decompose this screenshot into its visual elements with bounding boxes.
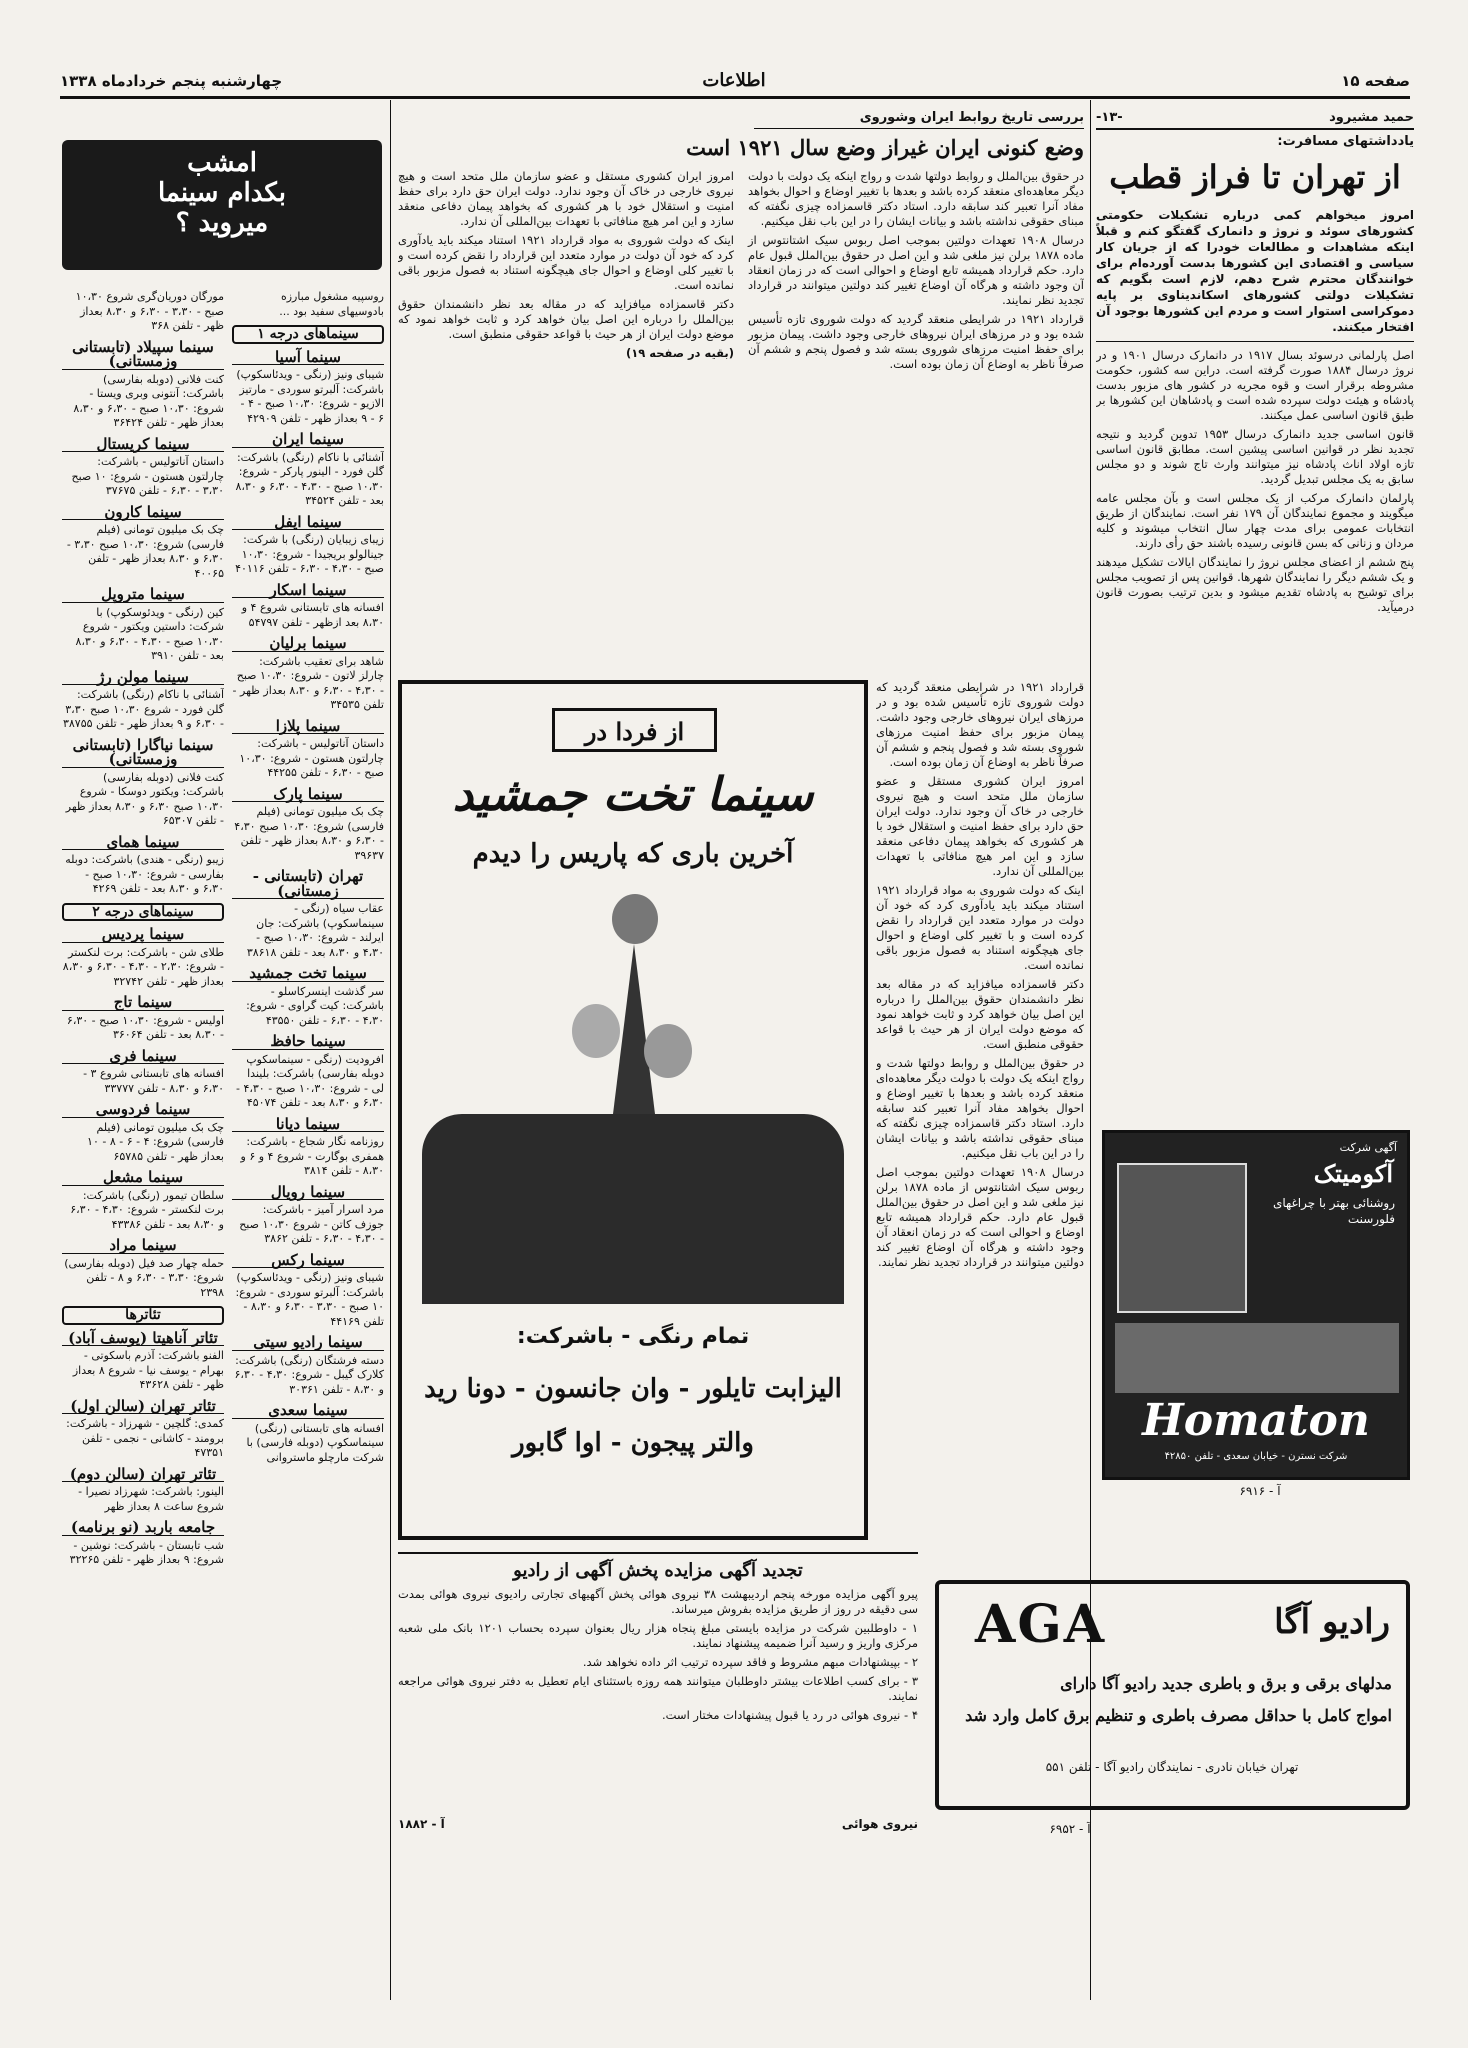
cinema-name: سینما رادیو سیتی: [232, 1335, 384, 1351]
memoir-paragraph: پنج ششم از اعضای مجلس نروژ را نمایندگان ایالات تشکیل میدهند و یک ششم دیگر را نمایندگان شهرها. قوانین پس از تصویب مجلس برای توشیح به پادشاه تقدیم میشود و بدین ترتیب بصورت قانون درمیآید.: [1096, 555, 1414, 614]
homaton-top-line: آگهی شرکت: [1339, 1141, 1397, 1154]
movie-color-note: تمام رنگی - باشرکت:: [516, 1324, 750, 1349]
cinema-name: تئاترها: [62, 1306, 224, 1325]
history-paragraph: امروز ایران کشوری مستقل و عضو سازمان ملل متحد است و هیچ نیروی خارجی در خاک آن وجود ندارد. دولت ایران حق دارد برای حفظ امنیت و استقلال خود با هر کشوری که بخواهد پیمان دفاعی منعقد سازد و این امر هیچ منافاتی با تعهدات بین‌المللی آن ندارد.: [876, 774, 1084, 878]
cinema-name: سینما همای: [62, 835, 224, 851]
cinema-name: تئاتر آناهیتا (یوسف آباد): [62, 1331, 224, 1347]
actress-face-photo: [644, 1024, 692, 1078]
cinema-name: سینما رویال: [232, 1185, 384, 1201]
listings-right: [232, 290, 384, 1890]
cinema-name: جامعه باربد (نو برنامه): [62, 1520, 224, 1536]
cinema-listing: [232, 869, 384, 960]
cinema-showtimes: کنت فلانی (دوبله بفارسی) باشرکت: ویکتور دوسکا - شروع ۱۰،۳۰ صبح ۶،۳۰ و ۸،۳۰ بعداز ظهر - تلفن ۶۵۳۰۷: [65, 770, 224, 827]
cinema-listing: [62, 995, 224, 1043]
cinema-name: سینما پلازا: [232, 719, 384, 735]
aga-code: آ - ۶۹۵۲: [1049, 1822, 1091, 1836]
cinema-listing: [62, 832, 224, 897]
cinema-showtimes: روزنامه نگار شجاع - باشرکت: همفری بوگارت - شروع ۴ و ۶ و ۸،۳۰ - تلفن ۳۸۱۴: [240, 1135, 384, 1177]
history-paragraph: دکتر قاسمزاده میافزاید که در مقاله بعد نظر دانشمندان حقوق بین‌الملل را درباره این اصل بیان خواهد کرد و ثابت خواهد نمود که موضع دولت ایران از هر حیث با قواعد حقوقی منطبق است.: [398, 297, 734, 341]
cinema-listing: [62, 502, 224, 582]
history-paragraph: اینک که دولت شوروی به مواد قرارداد ۱۹۲۱ استناد میکند باید یادآوری کرد که خود آن دولت در موارد متعدد این قرارداد را نقض کرده است و با تغییر کلی اوضاع و احوال جای هیچگونه استناد به فصول مزبور باقی نمانده است.: [876, 883, 1084, 972]
cinema-name: سینما ایفل: [232, 515, 384, 531]
auction-paragraph: ۱ - داوطلبین شرکت در مزایده بایستی مبلغ پنجاه هزار ریال بعنوان سپرده بحساب ۱۲۰۱ بانک ملی شعبه مرکزی واریز و رسید آنرا ضمیمه پیشنهاد نمایند.: [398, 1621, 918, 1650]
banner-line3: میروید ؟: [175, 208, 269, 238]
cinema-name: سینما فردوسی: [62, 1102, 224, 1118]
cinema-listing: [62, 587, 224, 664]
cinema-listing: [232, 1335, 384, 1397]
auction-signature: نیروی هوائی: [841, 1817, 918, 1831]
cinema-listing: [232, 636, 384, 713]
cinema-name: سینما مشعل: [62, 1170, 224, 1186]
cinema-showtimes: افسانه های تابستانی (رنگی) سینماسکوپ (دوبله فارسی) با شرکت مارچلو ماستروانی: [246, 1421, 384, 1464]
cinema-name: سینما فری: [62, 1049, 224, 1065]
aga-line1: مدلهای برقی و برق و باطری جدید رادیو آگا دارای: [1060, 1674, 1392, 1693]
cinema-showtimes: الفنو باشرکت: آذرم باسکوتی - بهرام - یوسف نیا - شروع ۸ بعداز ظهر - تلفن ۴۳۶۲۸: [72, 1349, 224, 1391]
auction-paragraph: ۲ - بپیشنهادات مبهم مشروط و فاقد سپرده ترتیب اثر داده نخواهد شد.: [582, 1655, 918, 1669]
cinema-listing: [232, 347, 384, 427]
aga-brand: AGA: [975, 1594, 1107, 1655]
cinema-name: سینما کارون: [62, 505, 224, 521]
history-paragraph: درسال ۱۹۰۸ تعهدات دولتین بموجب اصل ربوس سیک اشتانتوس از ماده ۱۸۷۸ برلن نیز ملغی شد و این اصل در حقوق بین‌الملل قبول عام دارد. حکم قرارداد همیشه تابع اوضاع و احوالی است که در زمان انعقاد آن وجود داشته و هرگاه آن اوضاع تغییر کند دولتین میتوانند در قرارداد تجدید نظر نمایند.: [748, 233, 1084, 307]
memoir-lead: امروز میخواهم کمی درباره تشکیلات حکومتی کشورهای سوئد و نروژ و دانمارک گفتگو کنم و قبلاً اینکه مشاهدات و مطالعات خودرا که از جریان کار سیاسی و اقتصادی این کشورها بدست آورده‌ام برای خوانندگان محترم شرح دهم، لازم است بگویم که تشکیلات دولتی کشورهای اسکاندیناوی بر پایه دموکراسی استوار است و مردم این کشورها بوجود آن افتخار میکنند.: [1096, 207, 1414, 342]
homaton-address: شرکت نسترن - خیابان سعدی - تلفن ۴۲۸۵۰: [1164, 1451, 1348, 1462]
cinema-listing: [232, 290, 384, 319]
memoir-article: [1096, 110, 1414, 1120]
page-label: صفحه ۱۵: [1341, 72, 1410, 90]
cinema-showtimes: شب تابستان - باشرکت: نوشین - شروع: ۹ بعداز ظهر - تلفن ۳۲۲۶۵: [69, 1538, 224, 1566]
cinema-name: سینما پارک: [232, 787, 384, 803]
actor-face-photo: [612, 894, 658, 944]
cinema-listing: [232, 1182, 384, 1247]
cinema-listing: [62, 927, 224, 989]
movie-artwork: [422, 894, 844, 1304]
cinema-name: سینما برلیان: [232, 636, 384, 652]
movie-cast-line2: والتر پیجون - اوا گابور: [512, 1428, 754, 1458]
cinema-name: سینما رکس: [232, 1253, 384, 1269]
cinema-showtimes: مرد اسرار آمیز - باشرکت: جوزف کاتن - شروع ۱۰،۳۰ صبح - ۴،۳۰ - ۶،۳۰ - تلفن ۳۸۶۲: [239, 1203, 384, 1245]
history-paragraph: در حقوق بین‌الملل و روابط دولتها شدت و رواج اینکه یک دولت با دولت دیگر معاهده‌ای منعقد کرده باشد و بعدها با تغییر اوضاع و احوال بخواهد مفاد آنرا تعبیر کند سابقه دارد. استاد دکتر قاسمزاده چیزی نگفته که مبنای حقوقی نداشته باشد و بیانات ایشان را در این باب نقل میکنیم.: [876, 1056, 1084, 1160]
cinema-name: سینما حافظ: [232, 1034, 384, 1050]
movie-ad: [398, 680, 868, 1540]
cinema-listing: [62, 1520, 224, 1568]
cinema-name: سینما تاج: [62, 995, 224, 1011]
cinema-name: سینما کریستال: [62, 437, 224, 453]
aga-address: تهران خیابان نادری - نمایندگان رادیو آگا - تلفن ۵۵۱: [1045, 1760, 1299, 1774]
cinema-listing: [62, 1170, 224, 1232]
movie-cinema: سینما تخت جمشید: [452, 767, 814, 821]
cinema-listing: [62, 667, 224, 732]
cinema-banner: [62, 140, 382, 270]
lamp-photo: [1117, 1163, 1247, 1313]
cinema-showtimes: داستان آناتولیس - باشرکت: چارلتون هستون - شروع: ۱۰،۳۰ صبح - ۶،۳۰ - تلفن ۴۴۲۵۵: [239, 737, 384, 779]
cinema-name: سینما پردیس: [62, 927, 224, 943]
cinema-showtimes: چک بک میلیون تومانی (فیلم فارسی) شروع: ۱۰،۳۰ صبح ۴،۳۰ - ۶،۳۰ و ۸،۳۰ بعداز ظهر - تلفن ۳۹۶۳۷: [234, 805, 384, 862]
cinema-name: سینما آسیا: [232, 350, 384, 366]
cinema-showtimes: اولیس - شروع: ۱۰،۳۰ صبح - ۶،۳۰ - ۸،۳۰ بعد - تلفن ۳۶۰۶۴: [66, 1013, 224, 1041]
column-divider-left: [390, 100, 391, 2000]
cinema-showtimes: شاهد برای تعقیب باشرکت: چارلز لاتون - شروع: ۱۰،۳۰ صبح - ۴،۳۰ - ۶،۳۰ و ۸،۳۰ بعداز ظهر - تلفن ۳۴۵۳۵: [232, 654, 384, 711]
movie-from-date: از فردا در: [552, 708, 717, 752]
history-series: بررسی تاریخ روابط ایران وشوروی: [754, 110, 1084, 129]
memoir-series: یادداشتهای مسافرت:: [1277, 134, 1414, 149]
couple-photo: [422, 1114, 844, 1304]
homaton-slogan: روشنائی بهتر با چراغهای فلورسنت: [1272, 1196, 1395, 1226]
cinema-name: تهران (تابستانی - زمستانی): [232, 869, 384, 899]
cinema-showtimes: سلطان تیمور (رنگی) باشرکت: برت لنکستر - شروع: ۴،۳۰ - ۶،۳۰ و ۸،۳۰ بعد - تلفن ۴۳۳۸۶: [70, 1188, 224, 1231]
homaton-brand: Homaton: [1142, 1395, 1370, 1446]
cinema-showtimes: الینور: باشرکت: شهرزاد نصیرا - شروع ساعت ۸ بعداز ظهر: [78, 1485, 224, 1513]
cinema-showtimes: کمدی: گلچین - شهرزاد - باشرکت: برومند - کاشانی - نجمی - تلفن ۴۷۳۵۱: [66, 1417, 224, 1459]
banner-line2: بکدام سینما: [157, 178, 287, 208]
cinema-showtimes: عقاب سیاه (رنگی - سینماسکوپ) باشرکت: جان ایرلند - شروع: ۱۰،۳۰ صبح - ۴،۳۰ و ۸،۳۰ بعد - تلفن ۳۸۶۱۸: [246, 902, 384, 959]
aga-ad: [935, 1580, 1410, 1810]
cinema-listing: [232, 966, 384, 1028]
cinema-name: سینماهای درجه ۲: [62, 903, 224, 922]
movie-title: آخرین باری که پاریس را دیدم: [472, 839, 794, 869]
cinema-listing: [232, 432, 384, 509]
cinema-listing: [62, 1102, 224, 1164]
cinema-name: تئاتر تهران (سالن دوم): [62, 1467, 224, 1483]
cinema-name: سینما سعدی: [232, 1403, 384, 1419]
auction-code: آ - ۱۸۸۲: [398, 1817, 445, 1831]
cinema-showtimes: شیبای ونیز (رنگی - ویدئاسکوپ) باشرکت: آلبرتو سوردی - مارتیز الازیو - شروع: ۱۰،۳۰ صبح - ۴ - ۶ - ۹ بعداز ظهر - تلفن ۴۲۹۰۹: [236, 368, 384, 425]
cinema-showtimes: حمله چهار صد فیل (دوبله بفارسی) شروع: ۳،۳۰ - ۶،۳۰ و ۸ - تلفن ۲۳۹۸: [64, 1256, 224, 1299]
cinema-listing: [62, 1306, 224, 1325]
cinema-name: سینما متروپل: [62, 587, 224, 603]
cinema-listing: [62, 1396, 224, 1461]
cinema-listing: [232, 716, 384, 781]
cinema-name: سینما ایران: [232, 432, 384, 448]
cinema-name: سینما دیانا: [232, 1117, 384, 1133]
cinema-name: تئاتر تهران (سالن اول): [62, 1399, 224, 1415]
cinema-showtimes: شیبای ونیز (رنگی - ویدئاسکوپ) باشرکت: آلبرتو سوردی - شروع: ۱۰ صبح - ۳،۳۰ - ۶،۳۰ و ۸،۳۰ - تلفن ۴۴۱۶۹: [235, 1271, 384, 1328]
actress-face-photo: [572, 1004, 620, 1058]
cinema-showtimes: افرودیت (رنگی - سینماسکوپ دوبله بفارسی) باشرکت: بلیندا لی - شروع: ۱۰،۳۰ صبح - ۴،۳۰ - ۶،۳۰ و ۸،۳۰ بعد - تلفن ۴۵۰۷۴: [235, 1052, 384, 1109]
cinema-name: سینما تخت جمشید: [232, 966, 384, 982]
history-continuation: [876, 680, 1084, 1540]
history-continued: (بقیه در صفحه ۱۹): [625, 346, 734, 360]
cinema-showtimes: مورگان دوریان‌گری شروع ۱۰،۳۰ صبح - ۳،۳۰ - ۶،۳۰ و ۸،۳۰ بعداز ظهر - تلفن ۳۶۸: [75, 290, 224, 332]
memoir-part: -۱۳-: [1096, 110, 1123, 125]
cinema-name: سینما اسکار: [232, 583, 384, 599]
cinema-listing: [62, 903, 224, 922]
cinema-listing: [232, 1403, 384, 1465]
cinema-listing: [62, 1238, 224, 1300]
issue-date: چهارشنبه پنجم خردادماه ۱۳۳۸: [60, 72, 283, 90]
memoir-paragraph: اصل پارلمانی درسوئد بسال ۱۹۱۷ در دانمارک درسال ۱۹۰۱ و در نروژ درسال ۱۸۸۴ صورت گرفته است. دراین سه کشور، حکومت مشروطه برقرار است و قوه مجریه در کشور های مزبور بدست پادشاه و هیئت دولت سپرده شده است و پادشاهان این کشورها بر طبق قانون اساسی عمل میکنند.: [1096, 348, 1414, 422]
history-body: [398, 169, 1084, 659]
homaton-brand-fa: آکومیتک: [1313, 1159, 1393, 1188]
cinema-showtimes: دسته فرشتگان (رنگی) باشرکت: کلارک گیبل - شروع: ۴،۳۰ - ۶،۳۰ و ۸،۳۰ - تلفن ۳۰۳۶۱: [234, 1353, 384, 1396]
homaton-code: آ - ۶۹۱۶: [1239, 1484, 1281, 1498]
paper-name: اطلاعات: [702, 70, 766, 91]
auction-paragraph: پیرو آگهی مزایده مورخه پنجم اردیبهشت ۳۸ نیروی هوائی پخش آگهیهای تجارتی رادیوی نیروی هوائی بمدت سی دقیقه در روز از طریق مزایده بفروش میرساند.: [398, 1587, 918, 1616]
cinema-name: سینما نیاگارا (تابستانی وزمستانی): [62, 738, 224, 768]
cinema-name: سینما مولن رژ: [62, 670, 224, 686]
cinema-showtimes: چک بک میلیون تومانی (فیلم فارسی) شروع: ۴ - ۶ - ۸ - ۱۰ بعداز ظهر - تلفن ۶۵۷۸۵: [87, 1120, 224, 1163]
history-title: وضع کنونی ایران غیراز وضع سال ۱۹۲۱ است: [686, 135, 1084, 160]
auction-title: تجدید آگهی مزایده پخش آگهی از رادیو: [513, 1560, 803, 1581]
cinema-listing: [62, 337, 224, 431]
cinema-showtimes: روسپیه مشغول مبارزه بادوسیهای سفید بود ...: [279, 290, 384, 318]
cinema-listing: [232, 1114, 384, 1179]
history-paragraph: قرارداد ۱۹۲۱ در شرایطی منعقد گردید که دولت شوروی تازه تأسیس شده بود و در مرزهای ایران نیروهای خارجی وجود داشت. پیمان مزبور برای حفظ امنیت مرزهای شوروی بسته شد و فصول پنجم و ششم آن صرفاً ناظر به اوضاع آن زمان بوده است.: [748, 312, 1084, 371]
history-paragraph: امروز ایران کشوری مستقل و عضو سازمان ملل متحد است و هیچ نیروی خارجی در خاک آن وجود ندارد. دولت ایران حق دارد برای حفظ امنیت و استقلال خود با هر کشوری که بخواهد پیمان دفاعی منعقد سازد و این امر هیچ منافاتی با تعهدات بین‌المللی آن ندارد.: [398, 169, 734, 228]
cinema-showtimes: زیبای زیبایان (رنگی) با شرکت: جینالولو بریجیدا - شروع: ۱۰،۳۰ صبح - ۴،۳۰ - ۶،۳۰ - تلفن ۴۰۱۱۶: [235, 533, 384, 575]
history-paragraph: قرارداد ۱۹۲۱ در شرایطی منعقد گردید که دولت شوروی تازه تأسیس شده بود و در مرزهای ایران نیروهای خارجی وجود داشت. پیمان مزبور برای حفظ امنیت مرزهای شوروی بسته شد و فصول پنجم و ششم آن صرفاً ناظر به اوضاع آن زمان بوده است.: [876, 680, 1084, 769]
history-article: [398, 110, 1084, 670]
cinema-name: سینما مراد: [62, 1238, 224, 1254]
ceiling-photo: [1115, 1323, 1399, 1393]
memoir-paragraph: قانون اساسی جدید دانمارک درسال ۱۹۵۳ تدوین گردید و نتیجه تجدید نظر در قوانین اساسی پیشین است. مطابق قانون اساسی تازه اولاد اناث پادشاه نیز میتوانند وارث تاج شوند و دو مجلس سابق به یک مجلس تبدیل گردید.: [1096, 427, 1414, 486]
cinema-showtimes: داستان آناتولیس - باشرکت: چارلتون هستون - شروع: ۱۰ صبح ۳،۳۰ - ۶،۳۰ - تلفن ۳۷۶۷۵: [71, 455, 224, 497]
cinema-listing: [62, 1464, 224, 1515]
cinema-listing: [232, 580, 384, 631]
memoir-author: حمید مشیرود: [1329, 110, 1414, 125]
cinema-showtimes: سر گذشت اینسرکاسلو - باشرکت: کیت گراوی - شروع: ۴،۳۰ - ۶،۳۰ - تلفن ۴۳۵۵۰: [246, 984, 384, 1027]
auction-paragraph: ۳ - برای کسب اطلاعات بیشتر داوطلبان میتوانند همه روزه باستثنای ایام تعطیل به دفتر نیروی هوائی مراجعه نمایند.: [398, 1674, 918, 1703]
auction-paragraph: ۴ - نیروی هوائی در رد یا قبول پیشنهادات مختار است.: [661, 1708, 918, 1722]
banner-line1: امشب: [187, 148, 257, 178]
masthead-rule: [60, 96, 1410, 99]
cinema-listing: [232, 1034, 384, 1111]
cinema-name: سینماهای درجه ۱: [232, 325, 384, 344]
movie-cast-line1: الیزابت تایلور - وان جانسون - دونا رید: [424, 1374, 842, 1404]
cinema-listing: [232, 1250, 384, 1330]
cinema-showtimes: افسانه های تابستانی شروع ۴ و ۸،۳۰ بعد ازظهر - تلفن ۵۴۷۹۷: [241, 601, 384, 629]
cinema-showtimes: طلای شن - باشرکت: برت لنکستر - شروع: ۲،۳۰ - ۴،۳۰ - ۶،۳۰ و ۸،۳۰ بعداز ظهر - تلفن ۳۲۷۴۲: [62, 945, 224, 988]
aga-line2: امواج کامل با حداقل مصرف باطری و تنظیم برق کامل وارد شد: [965, 1706, 1392, 1725]
history-paragraph: دکتر قاسمزاده میافزاید که در مقاله بعد نظر دانشمندان حقوق بین‌الملل را درباره این اصل بیان خواهد کرد و ثابت خواهد نمود که موضع دولت ایران از هر حیث با قواعد حقوقی منطبق است.: [876, 977, 1084, 1051]
cinema-showtimes: افسانه های تابستانی شروع ۳ - ۶،۳۰ و ۸،۳۰ - تلفن ۳۳۷۷۷: [83, 1067, 224, 1095]
cinema-showtimes: کین (رنگی - ویدئوسکوپ) با شرکت: داستین ویکتور - شروع ۱۰،۳۰ صبح - ۴،۳۰ - ۶،۳۰ و ۸،۳۰ بعد - تلفن ۳۹۱۰: [75, 605, 224, 662]
memoir-body: [1096, 348, 1414, 708]
masthead: [0, 0, 1468, 100]
history-paragraph: در حقوق بین‌الملل و روابط دولتها شدت و رواج اینکه یک دولت با دولت دیگر معاهده‌ای منعقد کرده باشد و بعدها با تغییر اوضاع و احوال بخواهد مفاد آنرا تعبیر کند سابقه دارد. استاد دکتر قاسمزاده چیزی نگفته که مبنای حقوقی نداشته باشد و بیانات ایشان را در این باب نقل میکنیم.: [748, 169, 1084, 228]
cinema-showtimes: کنت فلانی (دوبله بفارسی) باشرکت: آنتونی وبری ویستا - شروع: ۱۰،۳۰ صبح - ۶،۳۰ و ۸،۳۰ بعداز ظهر - تلفن ۳۶۴۲۴: [73, 372, 224, 429]
aga-title-fa: رادیو آگا: [1274, 1602, 1390, 1642]
auction-notice: [398, 1552, 918, 1862]
cinema-listing: [232, 325, 384, 344]
cinema-listing: [62, 1046, 224, 1097]
homaton-ad: [1102, 1130, 1410, 1480]
history-paragraph: درسال ۱۹۰۸ تعهدات دولتین بموجب اصل ربوس سیک اشتانتوس از ماده ۱۸۷۸ برلن نیز ملغی شد و این اصل در حقوق بین‌الملل قبول عام دارد. حکم قرارداد همیشه تابع اوضاع و احوالی است که در زمان انعقاد آن وجود داشته و هرگاه آن اوضاع تغییر کند دولتین میتوانند در قرارداد تجدید نظر نمایند.: [876, 1165, 1084, 1269]
cinema-showtimes: زیبو (رنگی - هندی) باشرکت: دوبله بفارسی - شروع: ۱۰،۳۰ صبح - ۶،۳۰ و ۸،۳۰ بعد - تلفن ۴۲۶۹: [65, 853, 224, 895]
cinema-listing: [232, 784, 384, 864]
listings-left: [62, 290, 224, 1890]
memoir-title: از تهران تا فراز قطب: [1109, 158, 1401, 196]
cinema-showtimes: آشنائی با ناکام (رنگی) باشرکت: گلن فورد - شروع ۱۰،۳۰ صبح ۳،۳۰ - ۶،۳۰ و ۹ بعداز ظهر - تلفن ۳۸۷۵۵: [62, 688, 224, 730]
cinema-listing: [62, 735, 224, 829]
cinema-listing: [62, 434, 224, 499]
cinema-showtimes: آشنائی با ناکام (رنگی) باشرکت: گلن فورد - الینور پارکر - شروع: ۱۰،۳۰ صبح - ۴،۳۰ - ۶،۳۰ و ۸،۳۰ بعد - تلفن ۳۴۵۲۴: [235, 450, 384, 507]
cinema-listing: [62, 290, 224, 334]
auction-body: [398, 1587, 918, 1807]
cinema-listing: [232, 512, 384, 577]
memoir-paragraph: پارلمان دانمارک مرکب از یک مجلس است و بآن مجلس عامه میگویند و مجموع نمایندگان آن ۱۷۹ نفر است. نمایندگان از طریق انتخابات عمومی برای مدت چهار سال انتخاب میشوند و کلیه مردان و زنانی که بسن قانونی رسیده باشند حق رأی دارند.: [1096, 491, 1414, 550]
cinema-showtimes: چک بک میلیون تومانی (فیلم فارسی) شروع: ۱۰،۳۰ صبح ۳،۳۰ - ۶،۳۰ و ۸،۳۰ بعداز ظهر - تلفن ۴۰۰۶۵: [66, 523, 224, 580]
cinema-listing: [62, 1328, 224, 1393]
history-paragraph: اینک که دولت شوروی به مواد قرارداد ۱۹۲۱ استناد میکند باید یادآوری کرد که خود آن دولت در موارد متعدد این قرارداد را نقض کرده است و با تغییر کلی اوضاع و احوال جای هیچگونه استناد به فصول مزبور باقی نمانده است.: [398, 233, 735, 292]
cinema-name: سینما سپیلاد (تابستانی وزمستانی): [62, 340, 224, 370]
